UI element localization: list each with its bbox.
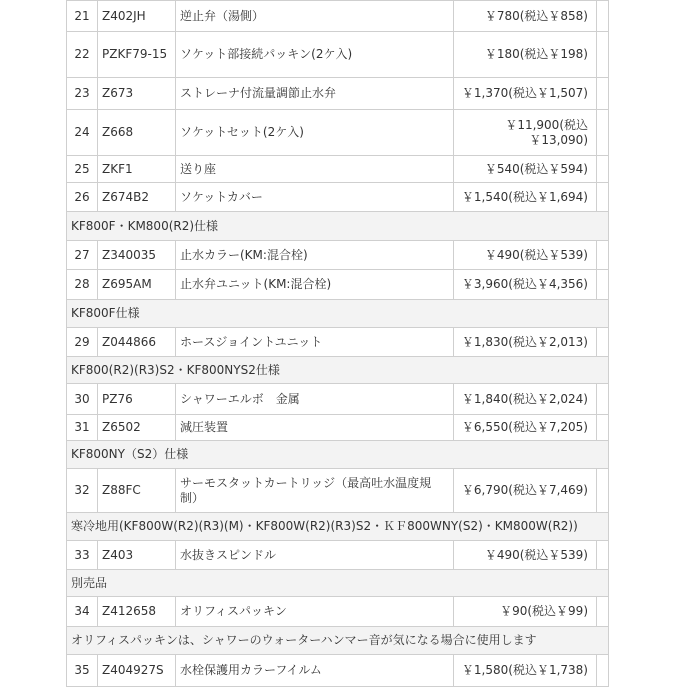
part-code: Z340035 xyxy=(98,241,176,270)
item-number: 22 xyxy=(67,32,98,78)
empty-cell xyxy=(597,32,609,78)
table-row xyxy=(67,183,609,212)
part-price: ￥6,550(税込￥7,205) xyxy=(454,415,597,441)
part-code: Z6502 xyxy=(98,415,176,441)
part-price: ￥490(税込￥539) xyxy=(454,541,597,570)
section-title: KF800F仕様 xyxy=(67,300,609,328)
section-header-row xyxy=(67,570,609,597)
part-price: ￥180(税込￥198) xyxy=(454,32,597,78)
item-number: 28 xyxy=(67,270,98,300)
table-row xyxy=(67,541,609,570)
part-price: ￥11,900(税込￥13,090) xyxy=(454,110,597,156)
part-price: ￥90(税込￥99) xyxy=(454,597,597,627)
item-number: 34 xyxy=(67,597,98,627)
part-name: 減圧装置 xyxy=(176,415,454,441)
part-name: オリフィスパッキン xyxy=(176,597,454,627)
table-row xyxy=(67,110,609,156)
section-header-row xyxy=(67,300,609,328)
section-title: KF800F・KM800(R2)仕様 xyxy=(67,212,609,241)
part-code: Z412658 xyxy=(98,597,176,627)
empty-cell xyxy=(597,1,609,32)
item-number: 25 xyxy=(67,156,98,183)
empty-cell xyxy=(597,541,609,570)
table-row xyxy=(67,469,609,513)
part-price: ￥780(税込￥858) xyxy=(454,1,597,32)
empty-cell xyxy=(597,328,609,357)
table-row xyxy=(67,415,609,441)
section-header-row xyxy=(67,357,609,384)
part-name: ソケットセット(2ケ入) xyxy=(176,110,454,156)
item-number: 24 xyxy=(67,110,98,156)
part-name: 逆止弁（湯側） xyxy=(176,1,454,32)
part-code: PZ76 xyxy=(98,384,176,415)
part-code: PZKF79-15 xyxy=(98,32,176,78)
table-row xyxy=(67,328,609,357)
section-title: KF800(R2)(R3)S2・KF800NYS2仕様 xyxy=(67,357,609,384)
part-name: 送り座 xyxy=(176,156,454,183)
part-price: ￥490(税込￥539) xyxy=(454,241,597,270)
part-code: ZKF1 xyxy=(98,156,176,183)
section-header-row xyxy=(67,513,609,541)
empty-cell xyxy=(597,110,609,156)
part-code: Z674B2 xyxy=(98,183,176,212)
item-number: 31 xyxy=(67,415,98,441)
empty-cell xyxy=(597,655,609,687)
part-name: 水栓保護用カラーフイルム xyxy=(176,655,454,687)
part-code: Z044866 xyxy=(98,328,176,357)
empty-cell xyxy=(597,384,609,415)
table-row xyxy=(67,32,609,78)
part-name: ホースジョイントユニット xyxy=(176,328,454,357)
section-title: オリフィスパッキンは、シャワーのウォーターハンマー音が気になる場合に使用します xyxy=(67,627,609,655)
part-name: ソケット部接続パッキン(2ケ入) xyxy=(176,32,454,78)
part-code: Z695AM xyxy=(98,270,176,300)
part-code: Z88FC xyxy=(98,469,176,513)
empty-cell xyxy=(597,469,609,513)
empty-cell xyxy=(597,183,609,212)
part-name: サーモスタットカートリッジ（最高吐水温度規制） xyxy=(176,469,454,513)
parts-price-list xyxy=(66,0,608,687)
part-code: Z668 xyxy=(98,110,176,156)
part-price: ￥1,840(税込￥2,024) xyxy=(454,384,597,415)
part-name: ソケットカバー xyxy=(176,183,454,212)
section-header-row xyxy=(67,441,609,469)
item-number: 32 xyxy=(67,469,98,513)
part-name: 止水弁ユニット(KM:混合栓) xyxy=(176,270,454,300)
table-row xyxy=(67,384,609,415)
section-header-row xyxy=(67,627,609,655)
table-row xyxy=(67,655,609,687)
part-price: ￥1,540(税込￥1,694) xyxy=(454,183,597,212)
item-number: 29 xyxy=(67,328,98,357)
part-price: ￥3,960(税込￥4,356) xyxy=(454,270,597,300)
part-name: シャワーエルボ 金属 xyxy=(176,384,454,415)
section-title: 寒冷地用(KF800W(R2)(R3)(M)・KF800W(R2)(R3)S2・ＫＦ800WNY(S2)・KM800W(R2)) xyxy=(67,513,609,541)
empty-cell xyxy=(597,156,609,183)
parts-table xyxy=(66,0,609,687)
part-code: Z673 xyxy=(98,78,176,110)
item-number: 30 xyxy=(67,384,98,415)
part-name: 水抜きスピンドル xyxy=(176,541,454,570)
section-title: KF800NY（S2）仕様 xyxy=(67,441,609,469)
part-price: ￥1,830(税込￥2,013) xyxy=(454,328,597,357)
part-price: ￥540(税込￥594) xyxy=(454,156,597,183)
part-price: ￥1,580(税込￥1,738) xyxy=(454,655,597,687)
part-code: Z403 xyxy=(98,541,176,570)
part-price: ￥1,370(税込￥1,507) xyxy=(454,78,597,110)
item-number: 23 xyxy=(67,78,98,110)
item-number: 27 xyxy=(67,241,98,270)
item-number: 33 xyxy=(67,541,98,570)
empty-cell xyxy=(597,597,609,627)
part-code: Z402JH xyxy=(98,1,176,32)
part-name: ストレーナ付流量調節止水弁 xyxy=(176,78,454,110)
empty-cell xyxy=(597,415,609,441)
table-row xyxy=(67,597,609,627)
item-number: 26 xyxy=(67,183,98,212)
table-row xyxy=(67,1,609,32)
part-code: Z404927S xyxy=(98,655,176,687)
table-row xyxy=(67,270,609,300)
table-row xyxy=(67,78,609,110)
part-price: ￥6,790(税込￥7,469) xyxy=(454,469,597,513)
empty-cell xyxy=(597,241,609,270)
table-row xyxy=(67,241,609,270)
part-name: 止水カラー(KM:混合栓) xyxy=(176,241,454,270)
table-row xyxy=(67,156,609,183)
empty-cell xyxy=(597,78,609,110)
section-title: 別売品 xyxy=(67,570,609,597)
empty-cell xyxy=(597,270,609,300)
item-number: 21 xyxy=(67,1,98,32)
item-number: 35 xyxy=(67,655,98,687)
section-header-row xyxy=(67,212,609,241)
